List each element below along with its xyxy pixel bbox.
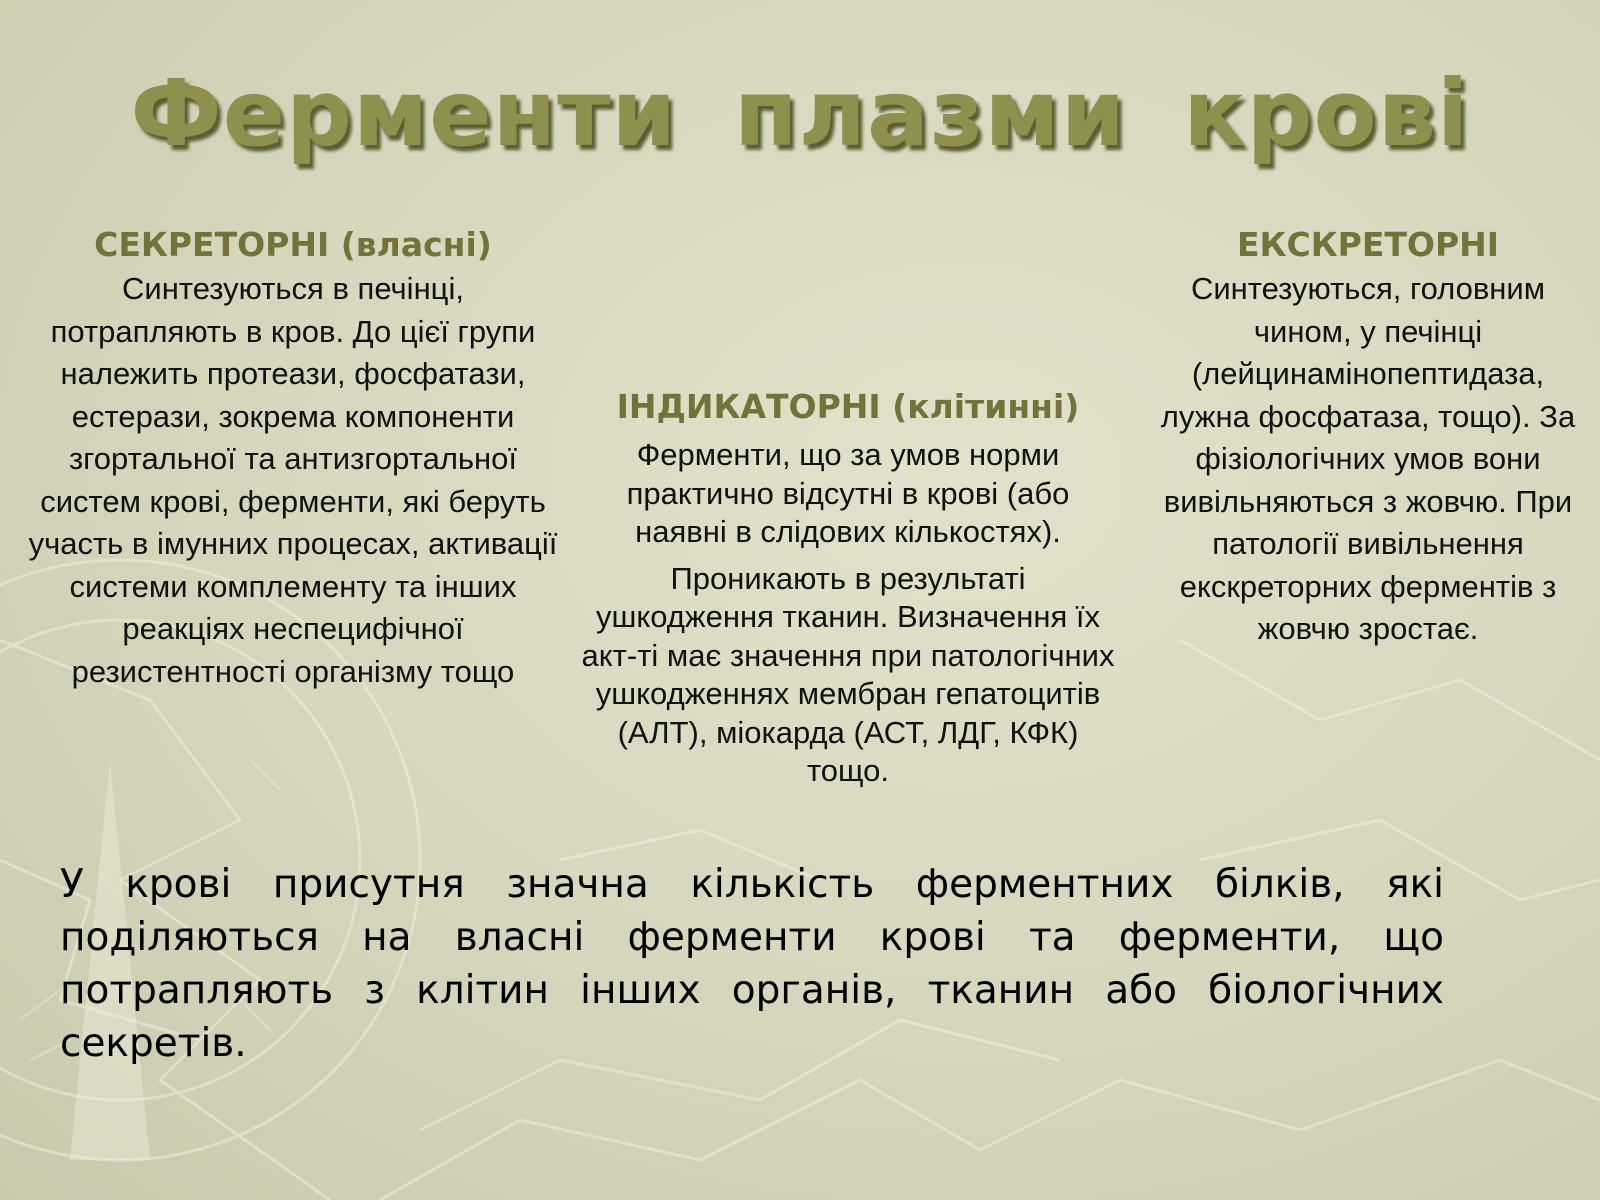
secretory-heading: СЕКРЕТОРНІ (власні) xyxy=(94,225,492,264)
indicator-heading: ІНДИКАТОРНІ (клітинні) xyxy=(616,387,1080,426)
indicator-column xyxy=(578,384,1118,791)
secretory-column xyxy=(28,222,558,693)
indicator-description: Ферменти, що за умов норми практично відсутні в крові (або наявні в слідових кількостях). xyxy=(626,437,1070,549)
excretory-description: Синтезуються, головним чином, у печінці (лейцинамінопептидаза, лужна фосфатаза, тощо). За фізіологічних умов вони вивільняються з жовчю. При патології вивільнення екскреторних ферментів з жовчю зростає. xyxy=(1160,271,1576,646)
excretory-column xyxy=(1148,222,1588,651)
secretory-description: Синтезуються в печінці, потрапляють в кров. До цієї групи належить протеази, фосфатази, естерази, зокрема компоненти згортальної та антизгортальної систем крові, ферменти, які беруть участь в імунних процесах, активації системи комплементу та інших реакціях неспецифічної резистентності організму тощо xyxy=(28,271,558,689)
slide-title: Ферменти плазми крові xyxy=(130,60,1470,167)
summary-paragraph: У крові присутня значна кількість ферментних білків, які поділяються на власні ферменти крові та ферменти, що потрапляють з клітин інших органів, тканин або біологічних секретів. xyxy=(60,862,1444,1066)
indicator-details: Проникають в результаті ушкодження тканин. Визначення їх акт-ті має значення при патологічних ушкодженнях мембран гепатоцитів (АЛТ), міокарда (АСТ, ЛДГ, КФК) тощо. xyxy=(581,560,1115,788)
excretory-heading: ЕКСКРЕТОРНІ xyxy=(1236,225,1500,264)
